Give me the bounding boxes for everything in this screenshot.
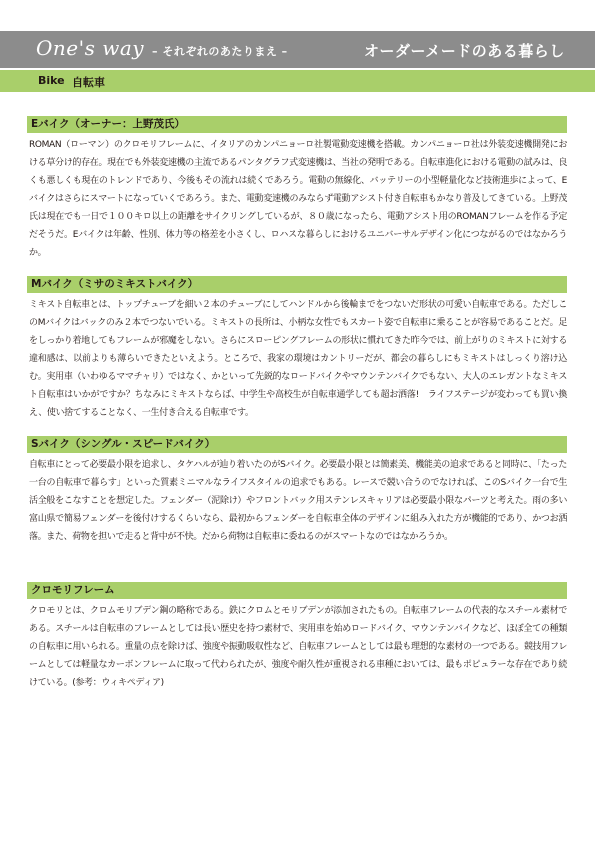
section-body: ROMAN（ローマン）のクロモリフレームに、イタリアのカンパニョーロ社製電動変速機を搭載。カンパニョーロ社は外装変速機開発における草分け的存在。現在でも外装変速機の主流であるパンタグラフ式変速機は、当社の発明である。自転車進化における電動の試みは、良くも悪しくも現在のトレンドであり、今後もその流れは続くであろう。電動の無線化、バッテリーの小型軽量化など技術進歩によって、Eバイクはさらにスマートになっていくであろう。また、電動変速機のみならず電動アシスト付き自転車もかなり普及してきている。上野茂氏は現在でも一日で１００キロ以上の距離をサイクリングしているが、８０歳になったら、電動アシスト用のROMANフレームを作る予定だそうだ。Eバイクは年齢、性別、体力等の格差を小さくし、ロハスな暮らしにおけるユニバーサルデザイン化につながるのではなかろうか。 [29, 140, 567, 258]
section-sbike [27, 436, 567, 546]
header-title: オーダーメードのある暮らし [364, 42, 565, 60]
section-body: ミキスト自転車とは、トップチューブを細い２本のチューブにしてハンドルから後輪までをつないだ形状の可愛い自転車である。ただしこのMバイクはバックのみ２本でつないでいる。ミキストの長所は、小柄な女性でもスカート姿で自転車に乗ることが容易であることだ。足をしっかり着地してもフレームが邪魔をしない。さらにスローピングフレームの形状に慣れてきた昨今では、前上がりのミキストに対する違和感は、以前よりも薄らいできたといえよう。ところで、我家の環境はカントリーだが、都会の暮らしにもミキストはしっくり溶け込む。実用車（いわゆるママチャリ）ではなく、かといって先鋭的なロードバイクやマウンテンバイクでもない、大人のエレガントなミキスト自転車はいかがですか？ちなみにミキストならば、中学生や高校生が自転車通学しても超お洒落! ライフステージが変わっても買い換え、使い捨てすることなく、一生付き合える自転車です。 [29, 300, 567, 418]
section-mbike [27, 276, 567, 422]
section-title: Eバイク（オーナー：上野茂氏） [27, 116, 567, 133]
section-title: Mバイク（ミサのミキストバイク） [27, 276, 567, 293]
category-en: Bike [38, 74, 65, 87]
section-ebike [27, 116, 567, 262]
tagline: – それぞれのあたりまえ – [152, 45, 288, 58]
section-chromoly [27, 582, 567, 692]
category-bar [0, 70, 595, 92]
logo: One's way [36, 36, 145, 60]
section-title: Sバイク（シングル・スピードバイク） [27, 436, 567, 453]
header-bar [0, 31, 595, 68]
category-ja: 自転車 [72, 76, 105, 89]
section-body: クロモリとは、クロムモリブデン鋼の略称である。鉄にクロムとモリブデンが添加されたもの。自転車フレームの代表的なスチール素材である。スチールは自転車のフレームとしては長い歴史を持つ素材で、実用車を始めロードバイク、マウンテンバイクなど、ほぼ全ての種類の自転車に用いられる。重量の点を除けば、強度や振動吸収性など、自転車フレームとしては最も理想的な素材の一つである。競技用フレームとしては軽量なカーボンフレームに取って代わられたが、強度や耐久性が重視される車種においては、最もポピュラーな存在であり続けている。(参考：ウィキペディア) [29, 606, 567, 688]
section-body: 自転車にとって必要最小限を追求し、タケハルが辿り着いたのがSバイク。必要最小限とは簡素美、機能美の追求であると同時に、「たった一台の自転車で暮らす」といった質素ミニマルなライフスタイルの追求でもある。レースで競い合うのでなければ、このSバイク一台で生活全般をこなすことを想定した。フェンダー（泥除け）やフロントバック用ステンレスキャリアは必要最小限なパーツと考えた。雨の多い富山県で簡易フェンダーを後付けするくらいなら、最初からフェンダーを自転車全体のデザインに組み入れた方が機能的であり、かつお洒落。また、荷物を担いで走ると背中が不快。だから荷物は自転車に委ねるのがスマートなのではなかろうか。 [29, 460, 567, 542]
section-title: クロモリフレーム [27, 582, 567, 599]
